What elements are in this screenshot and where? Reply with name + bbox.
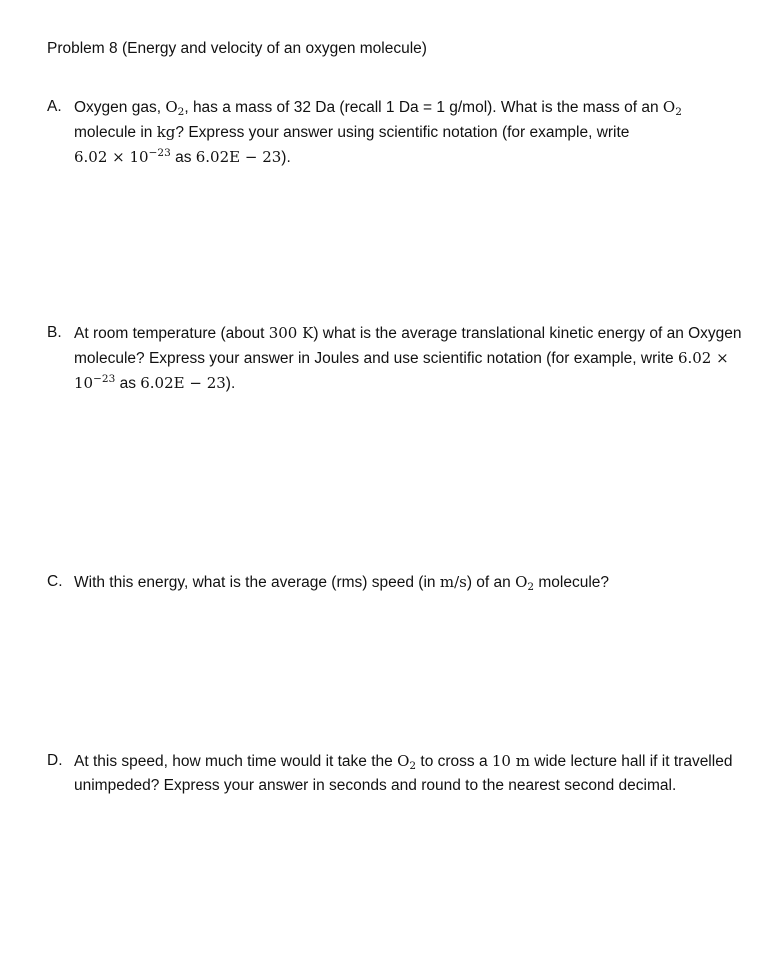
part-c-text-3: molecule? (534, 574, 610, 591)
part-a-text-1: Oxygen gas, (74, 99, 166, 116)
part-d-text-1: At this speed, how much time would it take the (74, 753, 398, 770)
o2-formula: $O_2$ (397, 752, 417, 772)
part-a-text-4: ? Express your answer using scientific notation (for example, write (175, 124, 630, 141)
part-b-letter: B. (47, 324, 62, 341)
o2-formula: $O_2$ (662, 98, 682, 118)
part-c-text (74, 570, 747, 595)
part-c-text-1: With this energy, what is the average (rms) speed (in (74, 574, 440, 591)
part-c-letter: C. (47, 573, 63, 590)
part-a-letter: A. (47, 98, 62, 115)
part-d-text-2: to cross a (416, 753, 492, 770)
part-a-text-5: as (170, 149, 196, 166)
part-a-text-2: , has a mass of 32 Da (recall 1 Da = 1 g/mol). What is the mass of an (184, 99, 663, 116)
sci-notation-example: $6.02 \times 10^{-23}$ (74, 147, 171, 166)
speed-unit: m/s (439, 573, 467, 591)
part-b-text (74, 321, 747, 396)
o2-formula: $O_2$ (515, 573, 535, 593)
o2-formula: $O_2$ (165, 98, 185, 118)
temperature-value: 300 K (268, 324, 314, 342)
part-b-text-2: ) what is the average translational kinetic energy of an Oxygen molecule? Express your answer in Joules and use scientific notation (for example, write (74, 325, 742, 367)
part-d-text-3: wide lecture hall if it travelled unimpeded? Express your answer in seconds and round to the nearest second decimal. (74, 753, 733, 794)
part-d-text (74, 749, 747, 798)
distance-value: 10 m (491, 752, 530, 770)
problem-title: Problem 8 (Energy and velocity of an oxygen molecule) (47, 40, 427, 57)
sci-notation-example: $6.02 \times 10^{-23}$ (74, 349, 729, 392)
part-b-text-3: as (115, 375, 141, 392)
part-a-text-3: molecule in (74, 124, 157, 141)
part-d-letter: D. (47, 752, 63, 769)
part-c-text-2: ) of an (466, 574, 516, 591)
part-b-text-4: ). (225, 375, 236, 392)
part-a-text (74, 95, 747, 170)
e-notation-example: 6.02E − 23 (195, 148, 282, 166)
kg-unit: kg (156, 123, 176, 141)
part-a (47, 95, 747, 170)
part-a-text-6: ). (281, 149, 291, 166)
e-notation-example: 6.02E − 23 (140, 374, 226, 392)
part-b-text-1: At room temperature (about (74, 325, 269, 342)
part-d (47, 749, 747, 798)
part-b (47, 321, 747, 396)
part-c (47, 570, 747, 595)
